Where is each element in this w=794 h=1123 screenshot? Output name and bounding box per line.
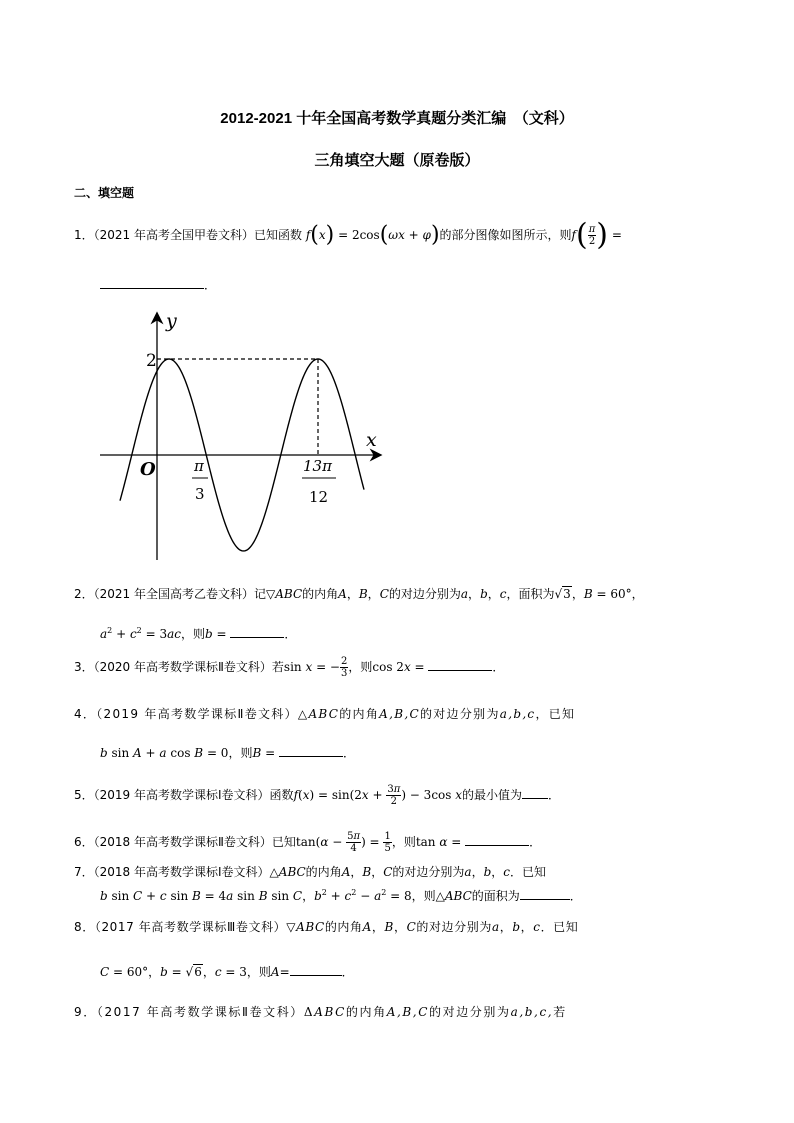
question-source: （2021 年全国高考乙卷文科） [93, 587, 254, 601]
question-number: 1． [74, 228, 94, 242]
question-text: ，已知 [535, 707, 576, 721]
question-3: 3．（2020 年高考数学课标Ⅱ卷文科）若sin x = − $\frac{2}{3}$ ，则cos 2x = ． [74, 656, 505, 679]
question-text: 函数 [269, 788, 294, 802]
question-text: 的对边分别为 [388, 587, 461, 601]
answer-blank-2[interactable] [230, 625, 284, 638]
question-8: 8．（2017 年高考数学课标Ⅲ卷文科）▽ABC的内角A，B，C的对边分别为a，b，c．已知 [74, 920, 579, 934]
question-number: 4． [74, 707, 97, 721]
question-source: （2018 年高考数学课标Ⅰ卷文科） [93, 865, 270, 879]
question-text: 的对边分别为 [392, 865, 465, 879]
question-text: ， [571, 587, 584, 601]
max-label: 2 [146, 351, 157, 371]
question-2-line2: $a^2 + c^2 = 3ac$，则b = ． [100, 626, 297, 641]
question-2: 2．（2021 年全国高考乙卷文科）记▽ABC的内角A，B，C的对边分别为a，b，c，面积为√3，B = 60°， [74, 587, 644, 601]
question-text: 记 [254, 587, 267, 601]
question-source: （2019 年高考数学课标Ⅱ卷文科） [96, 707, 298, 721]
question-source: （2017 年高考数学课标Ⅱ卷文科） [96, 1005, 304, 1019]
function-graph [96, 304, 396, 566]
question-5: 5．（2019 年高考数学课标Ⅰ卷文科）函数f(x) = sin(2x + $\frac{3\pi}{2}$ ) − 3cos x的最小值为 ． [74, 784, 561, 807]
question-text: 的内角 [324, 920, 363, 934]
tick2-numerator: 13π [303, 457, 332, 475]
question-text: 的对边分别为 [429, 1005, 511, 1019]
question-4: 4．（2019 年高考数学课标Ⅱ卷文科）△ABC的内角A,B,C的对边分别为a,b,c，已知 [74, 707, 576, 721]
question-number: 9． [74, 1005, 97, 1019]
question-number: 7． [74, 865, 94, 879]
math-expr: f [305, 228, 311, 242]
question-source: （2018 年高考数学课标Ⅱ卷文科） [93, 835, 272, 849]
question-9: 9．（2017 年高考数学课标Ⅱ卷文科）ΔABC的内角A,B,C的对边分别为a,b,c,若 [74, 1005, 567, 1019]
answer-blank-3[interactable] [428, 658, 492, 671]
question-source: （2020 年高考数学课标Ⅱ卷文科） [93, 660, 272, 674]
question-4-line2: b sin A + a cos B = 0，则B = ． [100, 746, 355, 760]
question-text: 若 [271, 660, 284, 674]
question-text: 的内角 [305, 865, 342, 879]
question-text: ．已知 [540, 920, 579, 934]
tick1-numerator: π [194, 457, 204, 475]
document-title: 2012-2021 十年全国高考数学真题分类汇编 （文科） [220, 110, 574, 127]
question-text: 已知 [271, 835, 296, 849]
question-number: 2． [74, 587, 94, 601]
question-text: ，则 [391, 835, 416, 849]
question-text: ，面积为 [506, 587, 555, 601]
question-text: 的内角 [302, 587, 339, 601]
question-1: 1．（2021 年高考全国甲卷文科）已知函数 f(x) = 2cos(ωx + φ)的部分图像如图所示，则f( $\frac{\pi}{2}$ ) = [74, 217, 622, 253]
question-text: 已知函数 [254, 228, 303, 242]
question-7-line2: b sin C + c sin B = 4a sin B sin C，$b^2 + c^2 - a^2 = 8$，则△ABC的面积为 ． [100, 888, 582, 903]
question-8-line2: C = 60°，b = √6，c = 3，则A= ． [100, 965, 354, 979]
question-text: ，则 [180, 627, 205, 641]
tick2-denominator: 12 [309, 488, 329, 506]
question-source: （2021 年高考全国甲卷文科） [93, 228, 254, 242]
question-number: 8． [74, 920, 95, 934]
question-number: 5． [74, 788, 94, 802]
answer-blank-1[interactable]: ． [100, 274, 216, 293]
question-text: 的内角 [345, 1005, 387, 1019]
answer-blank-7[interactable] [520, 887, 570, 900]
question-text: 的面积为 [471, 889, 520, 903]
question-text: ．已知 [510, 865, 547, 879]
document-subtitle: 三角填空大题（原卷版） [314, 152, 480, 169]
answer-blank-8[interactable] [290, 963, 342, 976]
question-number: 3． [74, 660, 94, 674]
y-axis-label: y [166, 310, 177, 332]
tick1-denominator: 3 [195, 485, 205, 503]
question-text: ，则 [411, 889, 436, 903]
question-6: 6．（2018 年高考数学课标Ⅱ卷文科）已知tan(α − $\frac{5\pi}{4}$ ) = $\frac{1}{5}$ ，则tan α = ． [74, 831, 542, 854]
section-heading: 二、填空题 [74, 186, 135, 200]
question-text: 的对边分别为 [419, 707, 500, 721]
answer-blank-4[interactable] [279, 744, 343, 757]
question-text: 的最小值为 [462, 788, 523, 802]
question-text: 的内角 [339, 707, 380, 721]
answer-blank-5[interactable] [522, 786, 548, 799]
question-text: 的部分图像如图所示，则 [439, 228, 572, 242]
question-source: （2019 年高考数学课标Ⅰ卷文科） [93, 788, 270, 802]
question-text: ，则 [246, 965, 271, 979]
question-number: 6． [74, 835, 94, 849]
answer-blank-6[interactable] [465, 833, 529, 846]
question-text: 的对边分别为 [416, 920, 492, 934]
question-source: （2017 年高考数学课标Ⅲ卷文科） [94, 920, 287, 934]
x-axis-label: x [366, 429, 377, 451]
question-7: 7．（2018 年高考数学课标Ⅰ卷文科）△ABC的内角A，B，C的对边分别为a，b，c．已知 [74, 865, 547, 879]
question-text: 若 [553, 1005, 567, 1019]
question-text: ，则 [348, 660, 373, 674]
question-text: ，则 [228, 746, 253, 760]
origin-label: O [140, 459, 156, 480]
